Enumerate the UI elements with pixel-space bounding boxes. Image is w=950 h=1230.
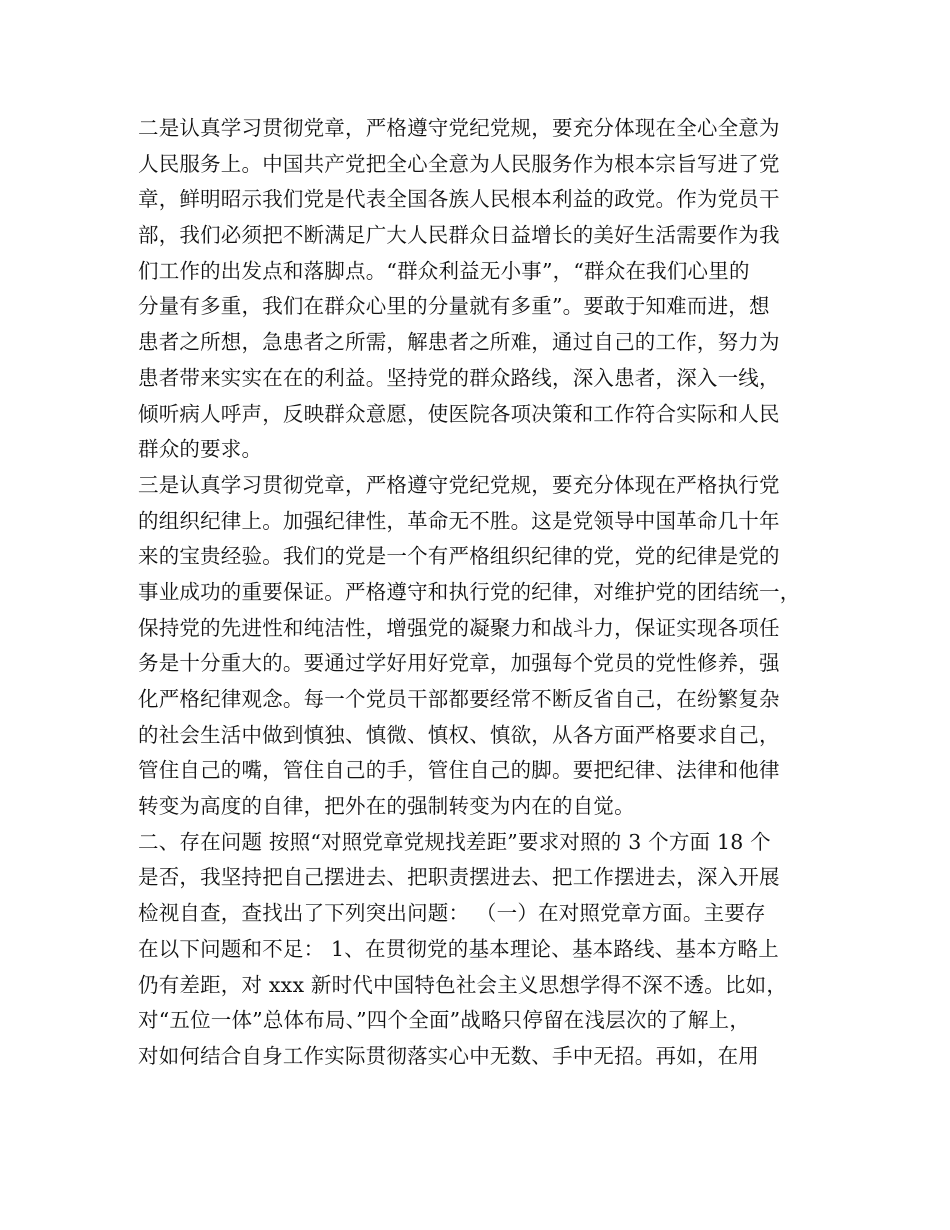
text-line: 人民服务上。中国共产党把全心全意为人民服务作为根本宗旨写进了党 (138, 151, 780, 176)
text-line: 化严格纪律观念。每一个党员干部都要经常不断反省自己，在纷繁复杂 (138, 687, 780, 711)
text-line: 章，鲜明昭示我们党是代表全国各族人民根本利益的政党。作为党员干 (138, 187, 780, 212)
text-line: 检视自查，查找出了下列突出问题： （一）在对照党章方面。主要存 (138, 901, 766, 926)
text-line: 群众的要求。 (138, 437, 263, 462)
text-line: 在以下问题和不足： 1、在贯彻党的基本理论、基本路线、基本方略上 (138, 936, 779, 961)
text-line: 倾听病人呼声，反映群众意愿，使医院各项决策和工作符合实际和人民 (138, 401, 780, 426)
text-line: 三是认真学习贯彻党章，严格遵守党纪党规，要充分体现在严格执行党 (138, 472, 780, 497)
text-line: 务是十分重大的。要通过学好用好党章，加强每个党员的党性修养，强 (138, 651, 780, 676)
text-line: 来的宝贵经验。我们的党是一个有严格组织纪律的党，党的纪律是党的 (138, 544, 780, 569)
text-line: 的组织纪律上。加强纪律性，革命无不胜。这是党领导中国革命几十年 (138, 508, 780, 533)
text-line: 转变为高度的自律，把外在的强制转变为内在的自觉。 (138, 794, 635, 819)
text-line: 二是认真学习贯彻党章，严格遵守党纪党规，要充分体现在全心全意为 (138, 116, 780, 140)
text-line: 分量有多重，我们在群众心里的分量就有多重”。要敢于知难而进，想 (138, 294, 770, 319)
text-line: 事业成功的重要保证。严格遵守和执行党的纪律，对维护党的团结统一， (138, 579, 801, 604)
text-line: 们工作的出发点和落脚点。“群众利益无小事”，“群众在我们心里的 (138, 258, 750, 283)
text-line: 部，我们必须把不断满足广大人民群众日益增长的美好生活需要作为我 (138, 223, 780, 248)
text-line: 仍有差距，对 xxx 新时代中国特色社会主义思想学得不深不透。比如， (138, 972, 788, 997)
text-line: 是否，我坚持把自己摆进去、把职责摆进去、把工作摆进去，深入开展 (138, 865, 780, 890)
text-line: 对如何结合自身工作实际贯彻落实心中无数、手中无招。再如，在用 (138, 1043, 759, 1068)
text-line: 患者之所想，急患者之所需，解患者之所难，通过自己的工作，努力为 (138, 330, 780, 355)
text-line: 对“五位一体”总体布局、”四个全面”战略只停留在浅层次的了解上， (138, 1008, 751, 1033)
document-body (138, 111, 818, 1075)
text-line: 患者带来实实在在的利益。坚持党的群众路线，深入患者，深入一线， (138, 365, 780, 390)
text-line: 的社会生活中做到慎独、慎微、慎权、慎欲，从各方面严格要求自己， (138, 722, 780, 747)
text-line: 管住自己的嘴，管住自己的手，管住自己的脚。要把纪律、法律和他律 (138, 758, 780, 783)
text-line: 二、存在问题 按照“对照党章党规找差距”要求对照的 3 个方面 18 个 (138, 829, 771, 854)
text-line: 保持党的先进性和纯洁性，增强党的凝聚力和战斗力，保证实现各项任 (138, 615, 780, 640)
